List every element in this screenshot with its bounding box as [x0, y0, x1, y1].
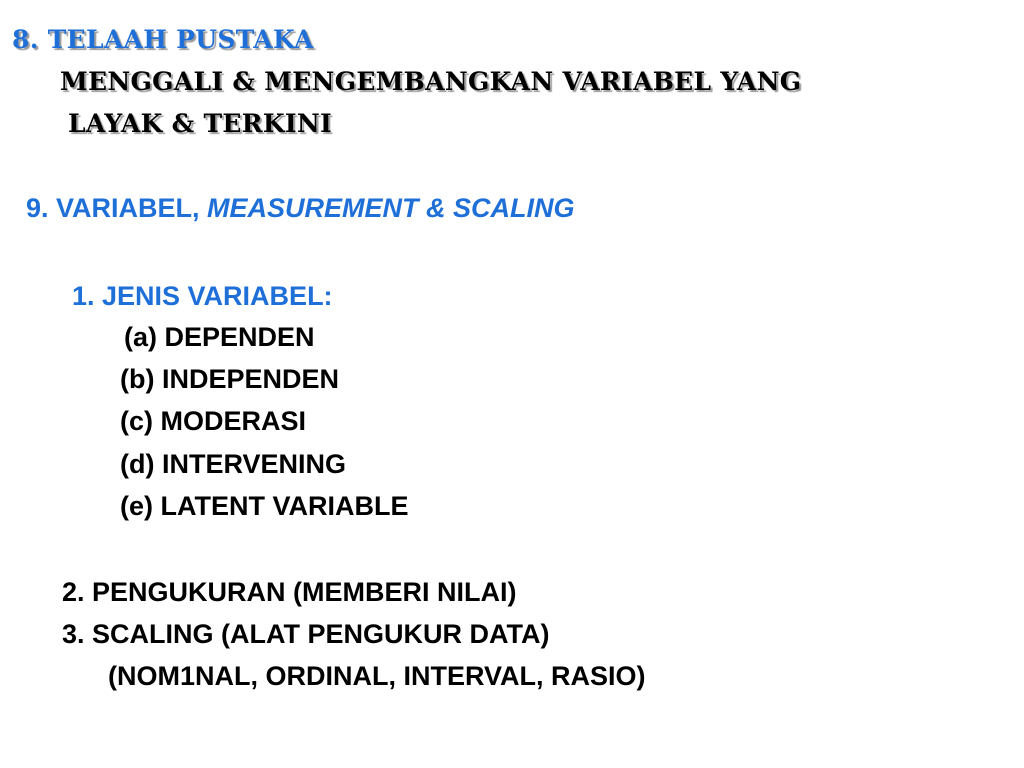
scaling-item-line-1: 3. SCALING (ALAT PENGUKUR DATA)	[62, 619, 550, 649]
section-8-text-line-1: MENGGALI & MENGEMBANGKAN VARIABEL YANG	[60, 67, 802, 96]
section-9-prefix: 9. VARIABEL,	[26, 193, 208, 223]
pengukuran-item: 2. PENGUKURAN (MEMBERI NILAI)	[62, 577, 517, 607]
jenis-item-b: (b) INDEPENDEN	[120, 364, 340, 394]
scaling-item-line-2: (NOM1NAL, ORDINAL, INTERVAL, RASIO)	[108, 661, 646, 691]
jenis-item-e: (e) LATENT VARIABLE	[120, 491, 409, 521]
section-8-heading: 8. TELAAH PUSTAKA	[12, 25, 314, 54]
jenis-item-d: (d) INTERVENING	[120, 449, 347, 479]
jenis-item-a: (a) DEPENDEN	[124, 322, 315, 352]
section-9-italic: MEASUREMENT & SCALING	[207, 193, 575, 223]
jenis-item-c: (c) MODERASI	[120, 406, 307, 436]
jenis-variabel-heading: 1. JENIS VARIABEL:	[72, 281, 333, 311]
section-8-text-line-2: LAYAK & TERKINI	[68, 109, 332, 138]
section-9-heading	[26, 192, 575, 224]
